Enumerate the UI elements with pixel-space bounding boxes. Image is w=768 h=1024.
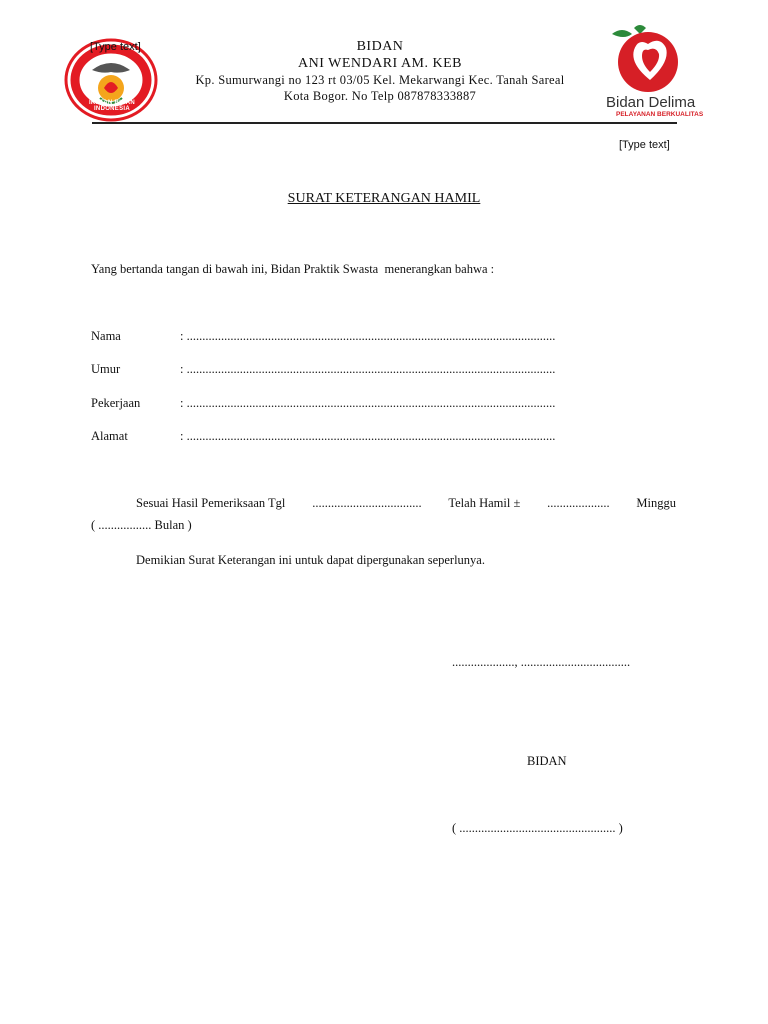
field-label-pekerjaan: Pekerjaan xyxy=(91,396,141,410)
field-line-nama[interactable]: : ...................................................................................................................... xyxy=(180,329,556,343)
exam-text-c: Telah Hamil ± xyxy=(448,496,521,510)
place-date-line[interactable]: ...................., ................................... xyxy=(452,655,631,669)
exam-line-2: ( ................. Bulan ) xyxy=(91,518,192,532)
signer-name-line[interactable]: ( .................................................. ) xyxy=(452,821,623,835)
header-divider xyxy=(92,122,677,124)
intro-text: Yang bertanda tangan di bawah ini, Bidan Praktik Swasta menerangkan bahwa : xyxy=(91,262,495,276)
exam-text-e: Minggu xyxy=(636,496,676,510)
header-name: ANI WENDARI AM. KEB xyxy=(297,56,462,71)
type-text-left: [Type text] xyxy=(90,41,141,53)
exam-line-1 xyxy=(136,496,676,511)
exam-text-a: Sesuai Hasil Pemeriksaan Tgl xyxy=(136,496,286,510)
type-text-right: [Type text] xyxy=(619,139,670,151)
closing-text: Demikian Surat Keterangan ini untuk dapat dipergunakan seperlunya. xyxy=(136,553,485,567)
header-address-line1: Kp. Sumurwangi no 123 rt 03/05 Kel. Mekarwangi Kec. Tanah Sareal xyxy=(195,73,565,87)
exam-date-dots[interactable]: ................................... xyxy=(312,496,422,510)
logo-right-name: Bidan Delima xyxy=(606,94,696,111)
header-address-line2: Kota Bogor. No Telp 087878333887 xyxy=(283,89,477,103)
signer-title: BIDAN xyxy=(527,754,567,768)
exam-weeks-dots[interactable]: .................... xyxy=(547,496,610,510)
logo-right-tagline: PELAYANAN BERKUALITAS xyxy=(616,111,704,118)
field-label-nama: Nama xyxy=(91,329,121,343)
logo-left-text: IKATAN BIDAN INDONESIA xyxy=(88,100,136,112)
field-line-pekerjaan[interactable]: : ...................................................................................................................... xyxy=(180,396,556,410)
bidan-delima-logo xyxy=(606,22,686,94)
document-title: SURAT KETERANGAN HAMIL xyxy=(287,191,481,206)
field-label-umur: Umur xyxy=(91,362,121,376)
header-title: BIDAN xyxy=(356,39,404,54)
field-line-umur[interactable]: : ...................................................................................................................... xyxy=(180,362,556,376)
field-label-alamat: Alamat xyxy=(91,429,128,443)
field-line-alamat[interactable]: : ...................................................................................................................... xyxy=(180,429,556,443)
